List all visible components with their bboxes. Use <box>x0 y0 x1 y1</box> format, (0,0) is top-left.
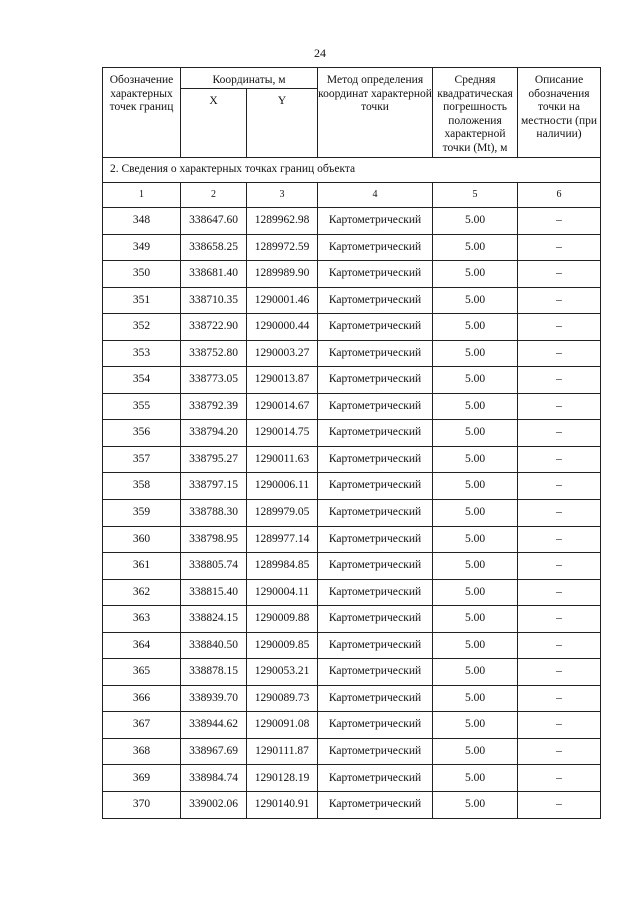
x-coordinate-cell: 338798.95 <box>181 526 247 553</box>
y-coordinate-cell: 1290009.88 <box>247 606 318 633</box>
description-cell: – <box>518 393 601 420</box>
method-cell: Картометрический <box>318 234 433 261</box>
table-row <box>103 393 601 420</box>
y-coordinate-cell: 1290091.08 <box>247 712 318 739</box>
table-row <box>103 632 601 659</box>
x-coordinate-cell: 338794.20 <box>181 420 247 447</box>
error-cell: 5.00 <box>433 606 518 633</box>
method-cell: Картометрический <box>318 446 433 473</box>
x-coordinate-cell: 338840.50 <box>181 632 247 659</box>
point-id-cell: 368 <box>103 738 181 765</box>
table-row <box>103 738 601 765</box>
table-row <box>103 261 601 288</box>
column-number: 2 <box>181 183 247 208</box>
description-cell: – <box>518 340 601 367</box>
point-id-cell: 361 <box>103 553 181 580</box>
description-cell: – <box>518 500 601 527</box>
error-cell: 5.00 <box>433 765 518 792</box>
y-coordinate-cell: 1290111.87 <box>247 738 318 765</box>
column-number: 1 <box>103 183 181 208</box>
description-cell: – <box>518 473 601 500</box>
description-cell: – <box>518 606 601 633</box>
error-cell: 5.00 <box>433 526 518 553</box>
description-cell: – <box>518 234 601 261</box>
error-cell: 5.00 <box>433 473 518 500</box>
point-id-cell: 355 <box>103 393 181 420</box>
table-row <box>103 606 601 633</box>
y-coordinate-cell: 1289989.90 <box>247 261 318 288</box>
method-cell: Картометрический <box>318 526 433 553</box>
point-id-cell: 364 <box>103 632 181 659</box>
point-id-cell: 348 <box>103 208 181 235</box>
x-coordinate-cell: 338967.69 <box>181 738 247 765</box>
method-cell: Картометрический <box>318 420 433 447</box>
x-coordinate-cell: 338984.74 <box>181 765 247 792</box>
method-cell: Картометрический <box>318 553 433 580</box>
table-row <box>103 446 601 473</box>
error-cell: 5.00 <box>433 659 518 686</box>
column-number-row <box>103 183 601 208</box>
column-number: 3 <box>247 183 318 208</box>
y-coordinate-cell: 1289962.98 <box>247 208 318 235</box>
table-row <box>103 367 601 394</box>
table-row <box>103 685 601 712</box>
method-cell: Картометрический <box>318 261 433 288</box>
x-coordinate-cell: 338797.15 <box>181 473 247 500</box>
table-row <box>103 340 601 367</box>
page-number: 24 <box>314 46 326 60</box>
error-cell: 5.00 <box>433 792 518 819</box>
error-cell: 5.00 <box>433 738 518 765</box>
y-coordinate-cell: 1290013.87 <box>247 367 318 394</box>
method-cell: Картометрический <box>318 287 433 314</box>
x-coordinate-cell: 338788.30 <box>181 500 247 527</box>
header-coordinates: Координаты, м <box>181 68 318 89</box>
x-coordinate-cell: 338773.05 <box>181 367 247 394</box>
table-row <box>103 579 601 606</box>
x-coordinate-cell: 338792.39 <box>181 393 247 420</box>
table-row <box>103 553 601 580</box>
x-coordinate-cell: 338795.27 <box>181 446 247 473</box>
description-cell: – <box>518 420 601 447</box>
y-coordinate-cell: 1290014.67 <box>247 393 318 420</box>
header-designation: Обозначение характерных точек границ <box>103 68 181 158</box>
method-cell: Картометрический <box>318 765 433 792</box>
method-cell: Картометрический <box>318 606 433 633</box>
error-cell: 5.00 <box>433 287 518 314</box>
error-cell: 5.00 <box>433 314 518 341</box>
method-cell: Картометрический <box>318 340 433 367</box>
error-cell: 5.00 <box>433 579 518 606</box>
point-id-cell: 352 <box>103 314 181 341</box>
x-coordinate-cell: 338752.80 <box>181 340 247 367</box>
description-cell: – <box>518 659 601 686</box>
description-cell: – <box>518 765 601 792</box>
error-cell: 5.00 <box>433 446 518 473</box>
point-id-cell: 366 <box>103 685 181 712</box>
description-cell: – <box>518 792 601 819</box>
table-row <box>103 792 601 819</box>
section-title: 2. Сведения о характерных точках границ объекта <box>103 158 601 183</box>
method-cell: Картометрический <box>318 659 433 686</box>
x-coordinate-cell: 338681.40 <box>181 261 247 288</box>
x-coordinate-cell: 338805.74 <box>181 553 247 580</box>
description-cell: – <box>518 526 601 553</box>
error-cell: 5.00 <box>433 685 518 712</box>
x-coordinate-cell: 338824.15 <box>181 606 247 633</box>
header-y: Y <box>247 89 318 158</box>
error-cell: 5.00 <box>433 367 518 394</box>
method-cell: Картометрический <box>318 367 433 394</box>
point-id-cell: 370 <box>103 792 181 819</box>
y-coordinate-cell: 1290140.91 <box>247 792 318 819</box>
method-cell: Картометрический <box>318 314 433 341</box>
x-coordinate-cell: 338647.60 <box>181 208 247 235</box>
method-cell: Картометрический <box>318 712 433 739</box>
table-row <box>103 659 601 686</box>
description-cell: – <box>518 287 601 314</box>
table-row <box>103 712 601 739</box>
method-cell: Картометрический <box>318 792 433 819</box>
point-id-cell: 358 <box>103 473 181 500</box>
description-cell: – <box>518 632 601 659</box>
x-coordinate-cell: 338944.62 <box>181 712 247 739</box>
y-coordinate-cell: 1290009.85 <box>247 632 318 659</box>
table-row <box>103 473 601 500</box>
x-coordinate-cell: 338658.25 <box>181 234 247 261</box>
point-id-cell: 351 <box>103 287 181 314</box>
method-cell: Картометрический <box>318 685 433 712</box>
point-id-cell: 367 <box>103 712 181 739</box>
error-cell: 5.00 <box>433 261 518 288</box>
y-coordinate-cell: 1289984.85 <box>247 553 318 580</box>
error-cell: 5.00 <box>433 234 518 261</box>
error-cell: 5.00 <box>433 712 518 739</box>
table-row <box>103 526 601 553</box>
y-coordinate-cell: 1290006.11 <box>247 473 318 500</box>
y-coordinate-cell: 1290128.19 <box>247 765 318 792</box>
header-error: Средняя квадратическая погрешность положения характерной точки (Mt), м <box>433 68 518 158</box>
description-cell: – <box>518 685 601 712</box>
point-id-cell: 356 <box>103 420 181 447</box>
header-method: Метод определения координат характерной точки <box>318 68 433 158</box>
point-id-cell: 365 <box>103 659 181 686</box>
error-cell: 5.00 <box>433 420 518 447</box>
y-coordinate-cell: 1290053.21 <box>247 659 318 686</box>
error-cell: 5.00 <box>433 553 518 580</box>
table-row <box>103 500 601 527</box>
y-coordinate-cell: 1290014.75 <box>247 420 318 447</box>
method-cell: Картометрический <box>318 579 433 606</box>
description-cell: – <box>518 446 601 473</box>
y-coordinate-cell: 1290011.63 <box>247 446 318 473</box>
point-id-cell: 369 <box>103 765 181 792</box>
error-cell: 5.00 <box>433 340 518 367</box>
x-coordinate-cell: 338939.70 <box>181 685 247 712</box>
x-coordinate-cell: 338815.40 <box>181 579 247 606</box>
method-cell: Картометрический <box>318 738 433 765</box>
description-cell: – <box>518 367 601 394</box>
point-id-cell: 359 <box>103 500 181 527</box>
boundary-points-table <box>102 67 601 819</box>
y-coordinate-cell: 1289977.14 <box>247 526 318 553</box>
error-cell: 5.00 <box>433 500 518 527</box>
description-cell: – <box>518 208 601 235</box>
point-id-cell: 362 <box>103 579 181 606</box>
description-cell: – <box>518 738 601 765</box>
column-number: 6 <box>518 183 601 208</box>
point-id-cell: 350 <box>103 261 181 288</box>
table-row <box>103 420 601 447</box>
description-cell: – <box>518 712 601 739</box>
method-cell: Картометрический <box>318 393 433 420</box>
x-coordinate-cell: 338722.90 <box>181 314 247 341</box>
point-id-cell: 349 <box>103 234 181 261</box>
column-number: 4 <box>318 183 433 208</box>
table-row <box>103 234 601 261</box>
table-row <box>103 287 601 314</box>
y-coordinate-cell: 1290004.11 <box>247 579 318 606</box>
point-id-cell: 354 <box>103 367 181 394</box>
point-id-cell: 363 <box>103 606 181 633</box>
point-id-cell: 357 <box>103 446 181 473</box>
method-cell: Картометрический <box>318 500 433 527</box>
y-coordinate-cell: 1289979.05 <box>247 500 318 527</box>
error-cell: 5.00 <box>433 208 518 235</box>
method-cell: Картометрический <box>318 208 433 235</box>
x-coordinate-cell: 338878.15 <box>181 659 247 686</box>
header-description: Описание обозначения точки на местности (при наличии) <box>518 68 601 158</box>
method-cell: Картометрический <box>318 473 433 500</box>
y-coordinate-cell: 1290003.27 <box>247 340 318 367</box>
description-cell: – <box>518 579 601 606</box>
y-coordinate-cell: 1290001.46 <box>247 287 318 314</box>
y-coordinate-cell: 1290089.73 <box>247 685 318 712</box>
error-cell: 5.00 <box>433 632 518 659</box>
description-cell: – <box>518 261 601 288</box>
x-coordinate-cell: 338710.35 <box>181 287 247 314</box>
column-number: 5 <box>433 183 518 208</box>
description-cell: – <box>518 553 601 580</box>
point-id-cell: 353 <box>103 340 181 367</box>
point-id-cell: 360 <box>103 526 181 553</box>
error-cell: 5.00 <box>433 393 518 420</box>
table-row <box>103 765 601 792</box>
description-cell: – <box>518 314 601 341</box>
table-row <box>103 208 601 235</box>
x-coordinate-cell: 339002.06 <box>181 792 247 819</box>
table-row <box>103 314 601 341</box>
header-x: X <box>181 89 247 158</box>
method-cell: Картометрический <box>318 632 433 659</box>
y-coordinate-cell: 1290000.44 <box>247 314 318 341</box>
y-coordinate-cell: 1289972.59 <box>247 234 318 261</box>
